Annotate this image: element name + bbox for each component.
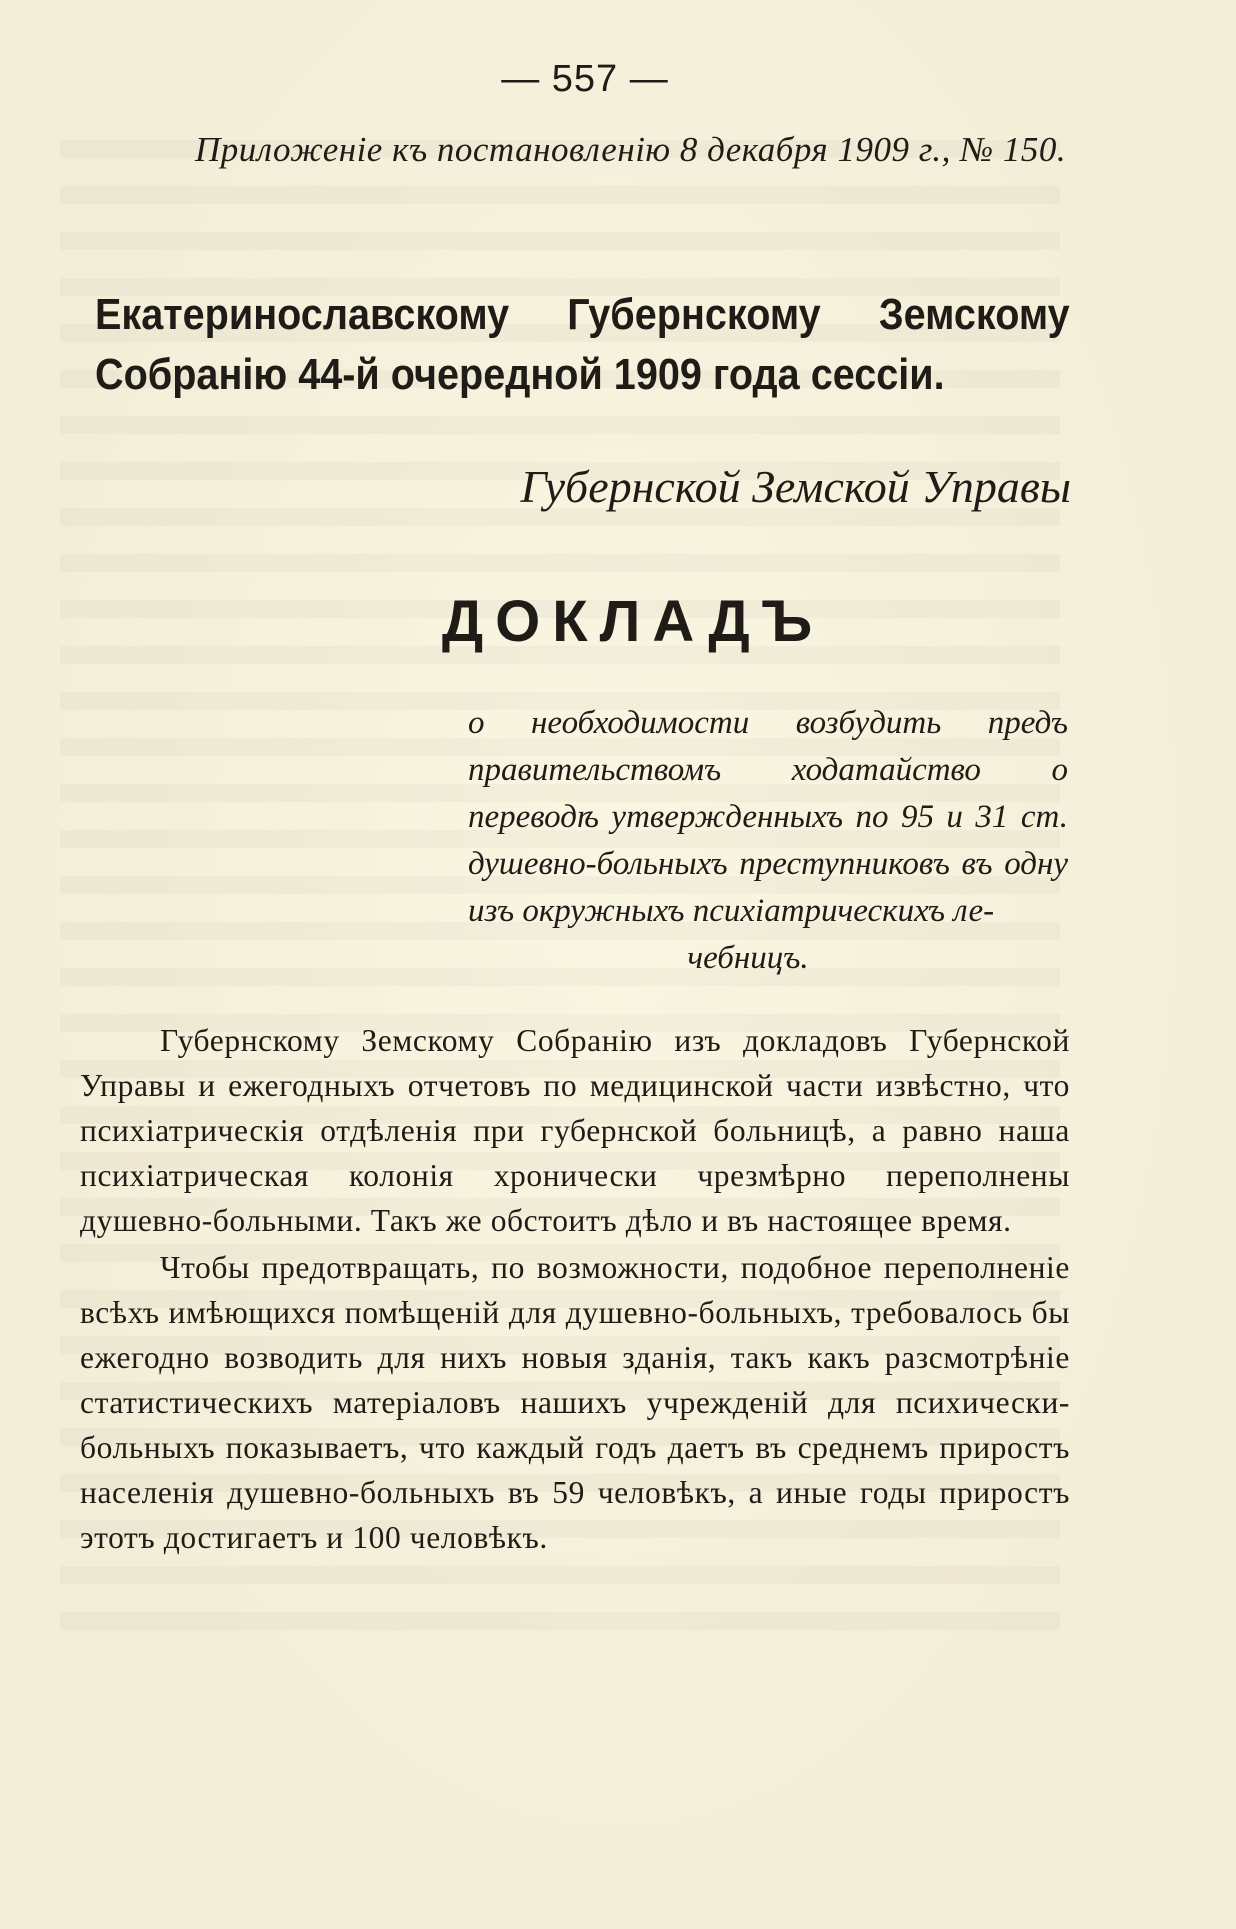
- report-subject-end: чебницъ.: [687, 940, 809, 976]
- addressee-heading: Екатеринославскому Губернскому Земскому Собранію 44-й очередной 1909 года сессіи.: [95, 290, 1070, 399]
- paragraph: Губернскому Земскому Собранію изъ докладовъ Губернской Управы и ежегодныхъ отчетовъ по медицинской части извѣстно, что психіатрическія отдѣленія при губернской больницѣ, а равно наша психіатрическая колонія хронически чрезмѣрно переполнены душевно-больными. Такъ же обстоитъ дѣло и въ настоящее время.: [80, 1023, 1070, 1238]
- appendix-note: Приложеніе къ постановленію 8 декабря 1909 г., № 150.: [195, 130, 1067, 169]
- report-subject-main: о необходимости возбудить предъ правительствомъ ходатайство о переводѣ утвержденныхъ по 95 и 31 ст. душевно-больныхъ преступниковъ въ одну изъ окружныхъ психіатрическихъ ле-: [468, 705, 1068, 929]
- document-title: ДОКЛАДЪ: [441, 589, 825, 654]
- report-subject: [468, 700, 1068, 982]
- body-text: [80, 1018, 1070, 1560]
- issuer-line: Губернской Земской Управы: [520, 461, 1071, 512]
- paragraph: Чтобы предотвращать, по возможности, подобное переполненіе всѣхъ имѣющихся помѣщеній для душевно-больныхъ, требовалось бы ежегодно возводить для нихъ новыя зданія, такъ какъ разсмотрѣніе статистическихъ матеріаловъ нашихъ учрежденій для психически-больныхъ показываетъ, что каждый годъ даетъ въ среднемъ приростъ населенія душевно-больныхъ въ 59 человѣкъ, а иные годы приростъ этотъ достигаетъ и 100 человѣкъ.: [80, 1250, 1070, 1555]
- page-number: — 557 —: [501, 58, 669, 100]
